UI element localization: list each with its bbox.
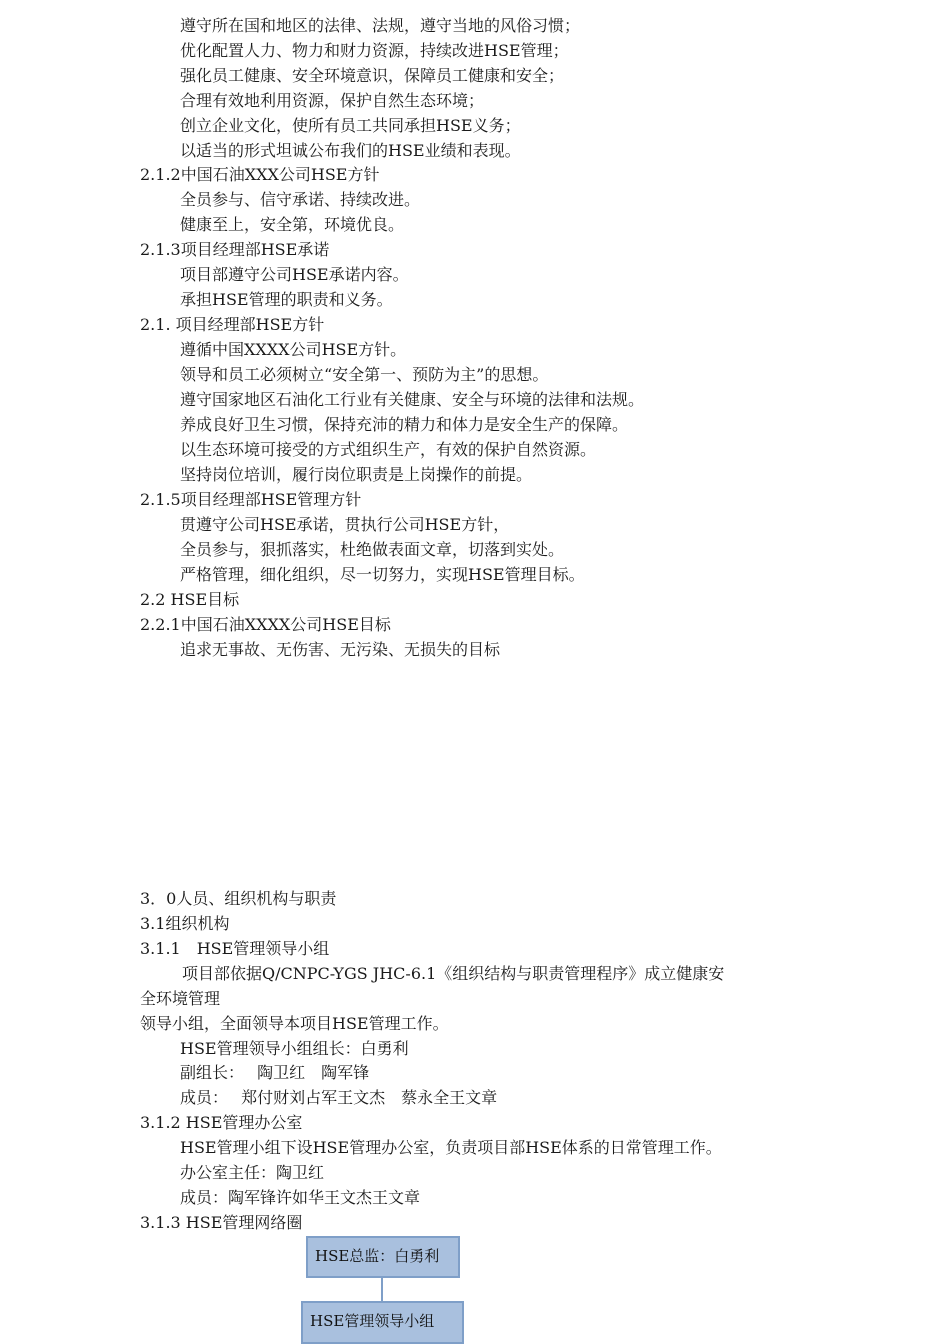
heading-3-1-1: 3.1.1 HSE管理领导小组	[140, 939, 330, 958]
heading-2-2-1: 2.2.1中国石油XXXX公司HSE目标	[140, 615, 391, 634]
org-box-hse-leadership-group: HSE管理领导小组	[301, 1301, 464, 1344]
org-box-hse-director: HSE总监：白勇利	[306, 1236, 460, 1278]
paragraph: 以生态环境可接受的方式组织生产，有效的保护自然资源。	[180, 440, 597, 459]
paragraph: 全员参与、信守承诺、持续改进。	[180, 190, 421, 209]
policy-item: 创立企业文化，使所有员工共同承担HSE义务；	[180, 116, 521, 135]
heading-2-2: 2.2 HSE目标	[140, 590, 240, 609]
paragraph: 贯遵守公司HSE承诺，贯执行公司HSE方针，	[180, 515, 510, 534]
paragraph: 坚持岗位培训，履行岗位职责是上岗操作的前提。	[180, 465, 533, 484]
paragraph: 项目部遵守公司HSE承诺内容。	[180, 265, 409, 284]
paragraph: 全员参与，狠抓落实，杜绝做表面文章，切落到实处。	[180, 540, 565, 559]
group-members: 成员： 郑付财刘占军王文杰 蔡永全王文章	[180, 1088, 498, 1107]
group-deputy: 副组长： 陶卫红 陶军锋	[180, 1063, 370, 1082]
policy-item: 强化员工健康、安全环境意识，保障员工健康和安全；	[180, 66, 565, 85]
heading-2-1-5: 2.1.5项目经理部HSE管理方针	[140, 490, 362, 509]
paragraph: 领导和员工必须树立“安全第一、预防为主”的思想。	[180, 365, 549, 384]
heading-2-1-2: 2.1.2中国石油XXX公司HSE方针	[140, 165, 380, 184]
policy-item: 优化配置人力、物力和财力资源，持续改进HSE管理；	[180, 41, 569, 60]
paragraph: 承担HSE管理的职责和义务。	[180, 290, 393, 309]
paragraph: 全环境管理	[140, 989, 221, 1008]
office-director: 办公室主任：陶卫红	[180, 1163, 325, 1182]
paragraph: 养成良好卫生习惯，保持充沛的精力和体力是安全生产的保障。	[180, 415, 629, 434]
paragraph: 领导小组，全面领导本项目HSE管理工作。	[140, 1014, 449, 1033]
policy-item: 以适当的形式坦诚公布我们的HSE业绩和表现。	[180, 141, 521, 160]
paragraph: 追求无事故、无伤害、无污染、无损失的目标	[180, 640, 501, 659]
heading-3-0: 3．0人员、组织机构与职责	[140, 889, 337, 908]
group-leader: HSE管理领导小组组长：白勇利	[180, 1039, 409, 1058]
heading-3-1: 3.1组织机构	[140, 914, 230, 933]
paragraph: HSE管理小组下设HSE管理办公室，负责项目部HSE体系的日常管理工作。	[180, 1138, 722, 1157]
policy-item: 遵守所在国和地区的法律、法规，遵守当地的风俗习惯；	[180, 16, 581, 35]
paragraph: 项目部依据Q/CNPC-YGS JHC-6.1《组织结构与职责管理程序》成立健康安	[182, 964, 725, 983]
heading-3-1-2: 3.1.2 HSE管理办公室	[140, 1113, 303, 1132]
heading-2-1-3: 2.1.3项目经理部HSE承诺	[140, 240, 330, 259]
paragraph: 遵循中国XXXX公司HSE方针。	[180, 340, 407, 359]
paragraph: 严格管理，细化组织，尽一切努力，实现HSE管理目标。	[180, 565, 585, 584]
org-connector-line	[381, 1278, 383, 1302]
paragraph: 遵守国家地区石油化工行业有关健康、安全与环境的法律和法规。	[180, 390, 645, 409]
heading-2-1-4: 2.1. 项目经理部HSE方针	[140, 315, 325, 334]
policy-item: 合理有效地利用资源，保护自然生态环境；	[180, 91, 485, 110]
office-members: 成员：陶军锋许如华王文杰王文章	[180, 1188, 421, 1207]
heading-3-1-3: 3.1.3 HSE管理网络圈	[140, 1213, 303, 1232]
paragraph: 健康至上，安全第，环境优良。	[180, 215, 405, 234]
